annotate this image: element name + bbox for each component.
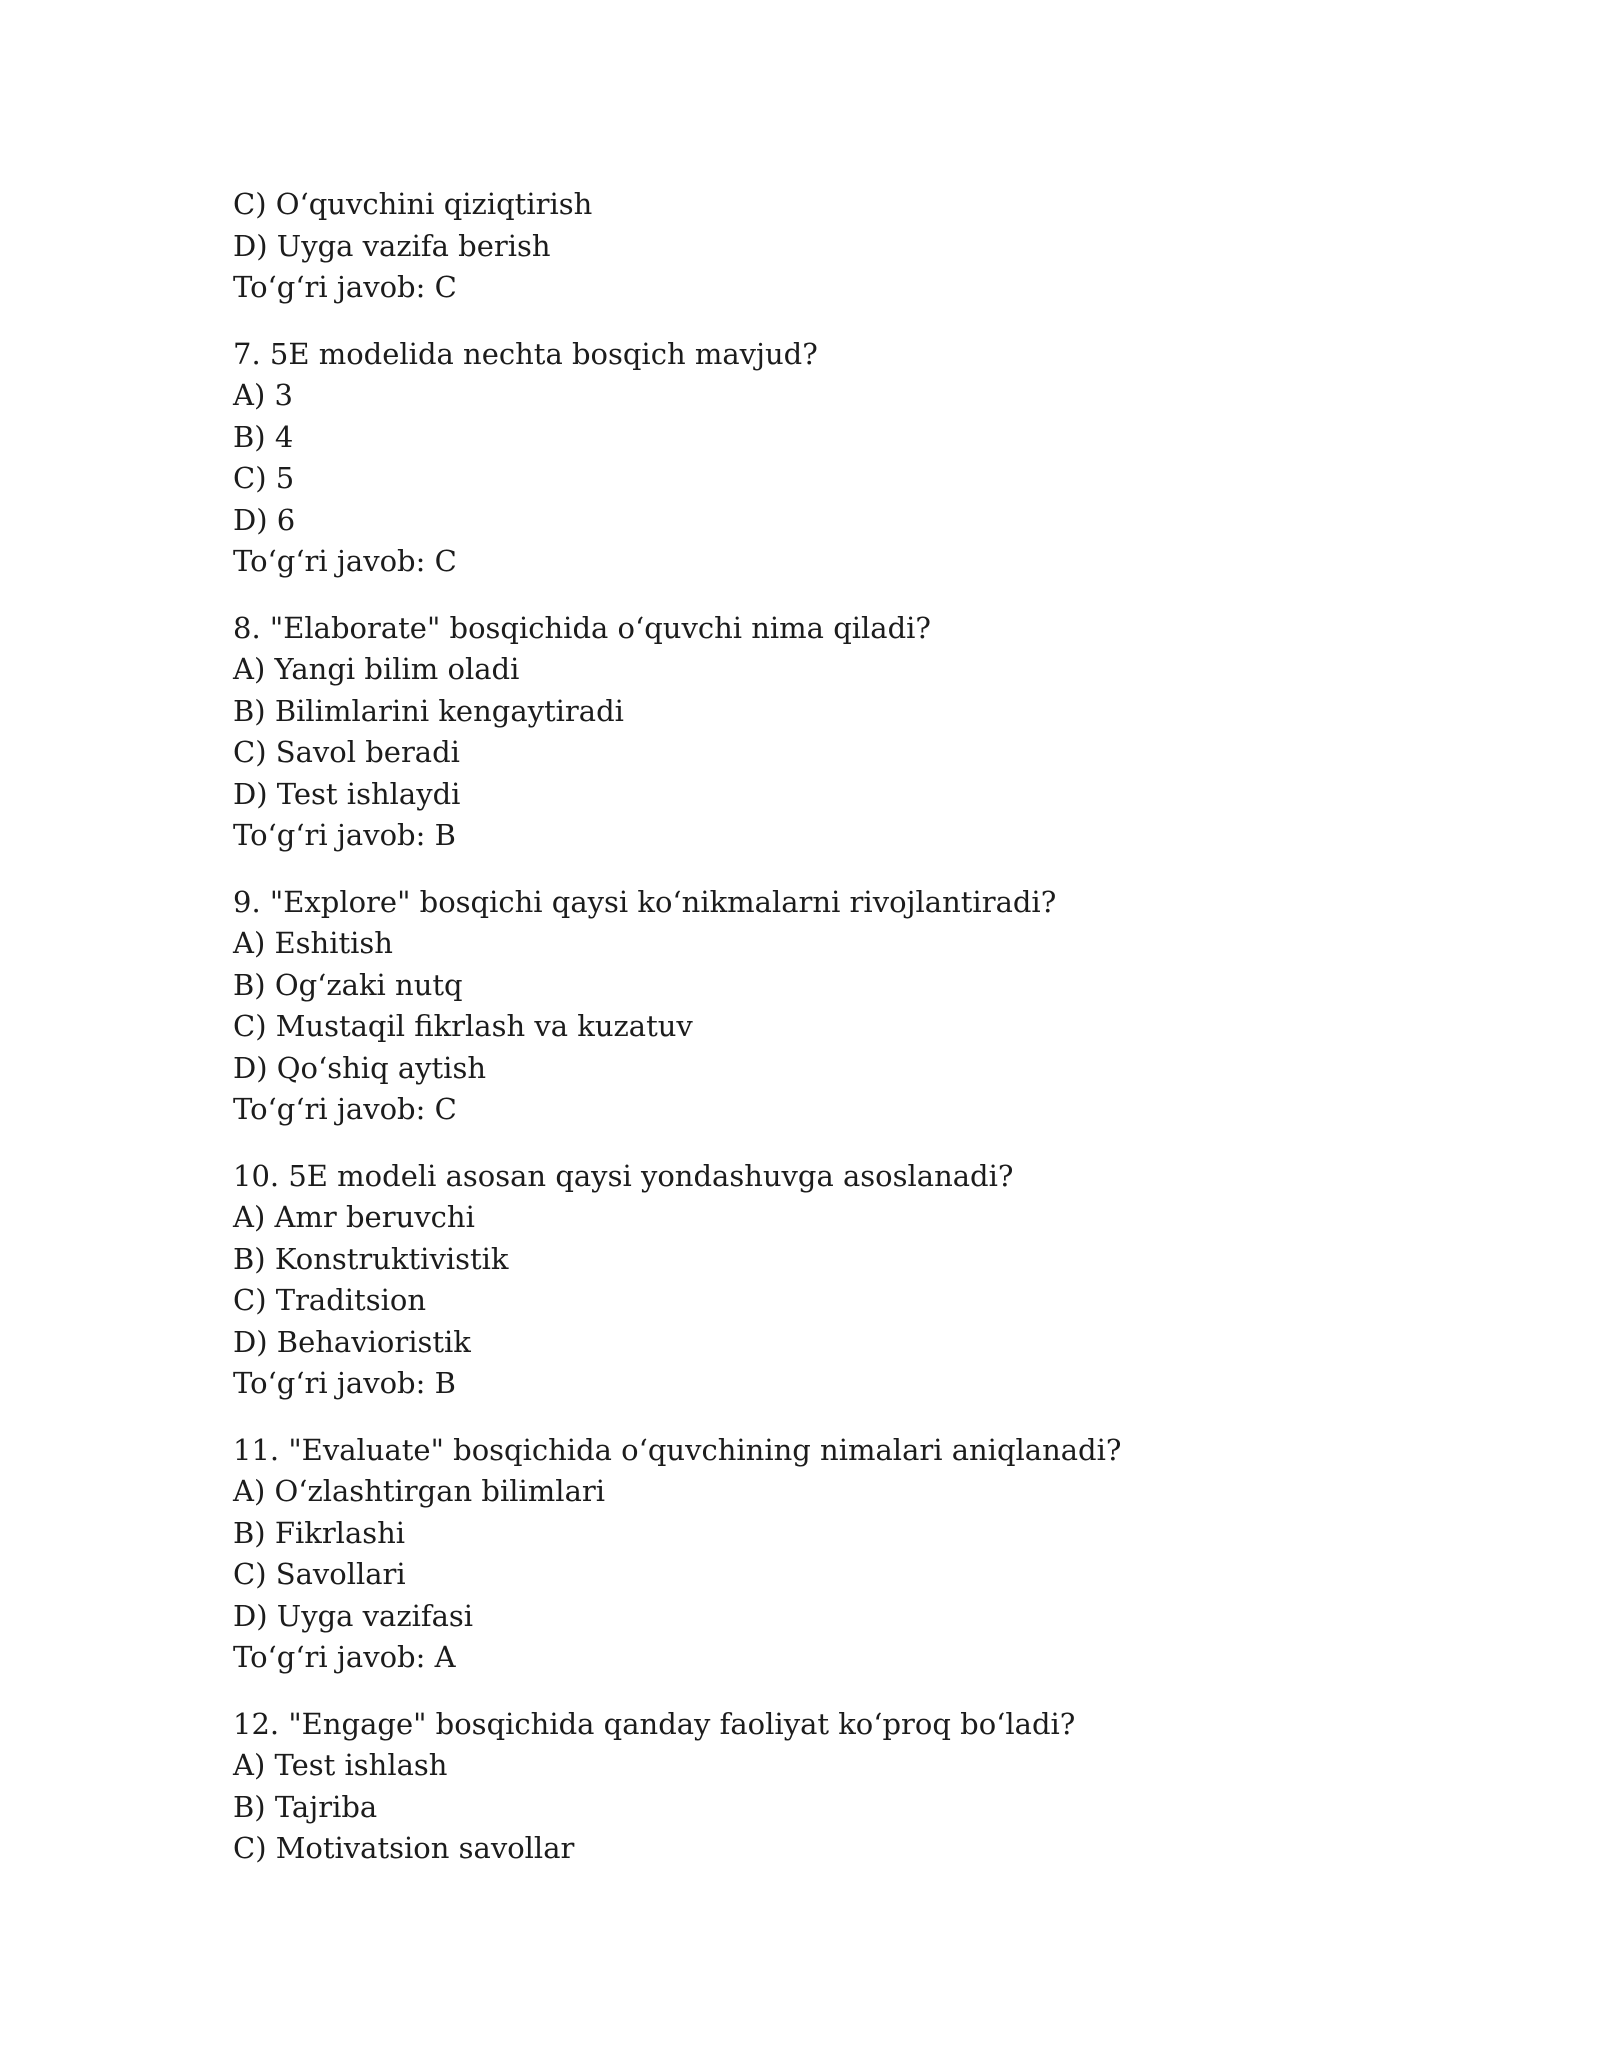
quiz-content [233,184,1433,1895]
option-line: D) Uyga vazifa berish [233,228,551,263]
option-line: C) Mustaqil fikrlash va kuzatuv [233,1009,693,1043]
quiz-block-9 [233,882,1433,1131]
option-line: B) Bilimlarini kengaytiradi [233,693,624,728]
question-line: 8. "Elaborate" bosqichida o‘quvchi nima qiladi? [233,610,931,645]
quiz-block-7 [233,334,1433,583]
option-line: B) Og‘zaki nutq [233,967,463,1002]
option-line: B) Fikrlashi [233,1515,406,1550]
answer-line: To‘g‘ri javob: C [233,1092,457,1126]
answer-line: To‘g‘ri javob: A [233,1640,456,1674]
quiz-block-10 [233,1156,1433,1405]
option-line: A) Test ishlash [233,1748,448,1782]
option-line: C) 5 [233,461,295,495]
option-line: A) O‘zlashtirgan bilimlari [233,1474,606,1508]
answer-line: To‘g‘ri javob: C [233,544,457,578]
question-line: 12. "Engage" bosqichida qanday faoliyat ko‘proq bo‘ladi? [233,1706,1076,1741]
question-line: 7. 5E modelida nechta bosqich mavjud? [233,336,818,371]
quiz-block-11 [233,1430,1433,1679]
option-line: D) Behavioristik [233,1324,471,1359]
option-line: D) 6 [233,502,296,537]
option-line: D) Uyga vazifasi [233,1598,474,1633]
question-line: 11. "Evaluate" bosqichida o‘quvchining nimalari aniqlanadi? [233,1432,1122,1467]
quiz-block-8 [233,608,1433,857]
answer-line: To‘g‘ri javob: B [233,818,456,852]
option-line: C) Savollari [233,1557,406,1591]
quiz-block-12 [233,1704,1433,1870]
quiz-block-6 [233,184,1433,309]
option-line: B) 4 [233,419,294,454]
answer-line: To‘g‘ri javob: B [233,1366,456,1400]
question-line: 9. "Explore" bosqichi qaysi ko‘nikmalarni rivojlantiradi? [233,884,1057,919]
option-line: C) O‘quvchini qiziqtirish [233,187,593,221]
option-line: A) Eshitish [233,926,393,960]
option-line: A) 3 [233,378,293,412]
option-line: C) Motivatsion savollar [233,1831,575,1865]
option-line: C) Traditsion [233,1283,427,1317]
question-line: 10. 5E modeli asosan qaysi yondashuvga asoslanadi? [233,1158,1014,1193]
option-line: B) Tajriba [233,1789,378,1824]
option-line: A) Yangi bilim oladi [233,652,520,686]
option-line: A) Amr beruvchi [233,1200,475,1234]
answer-line: To‘g‘ri javob: C [233,270,457,304]
option-line: C) Savol beradi [233,735,460,769]
option-line: B) Konstruktivistik [233,1241,509,1276]
option-line: D) Qo‘shiq aytish [233,1050,487,1085]
option-line: D) Test ishlaydi [233,776,461,811]
